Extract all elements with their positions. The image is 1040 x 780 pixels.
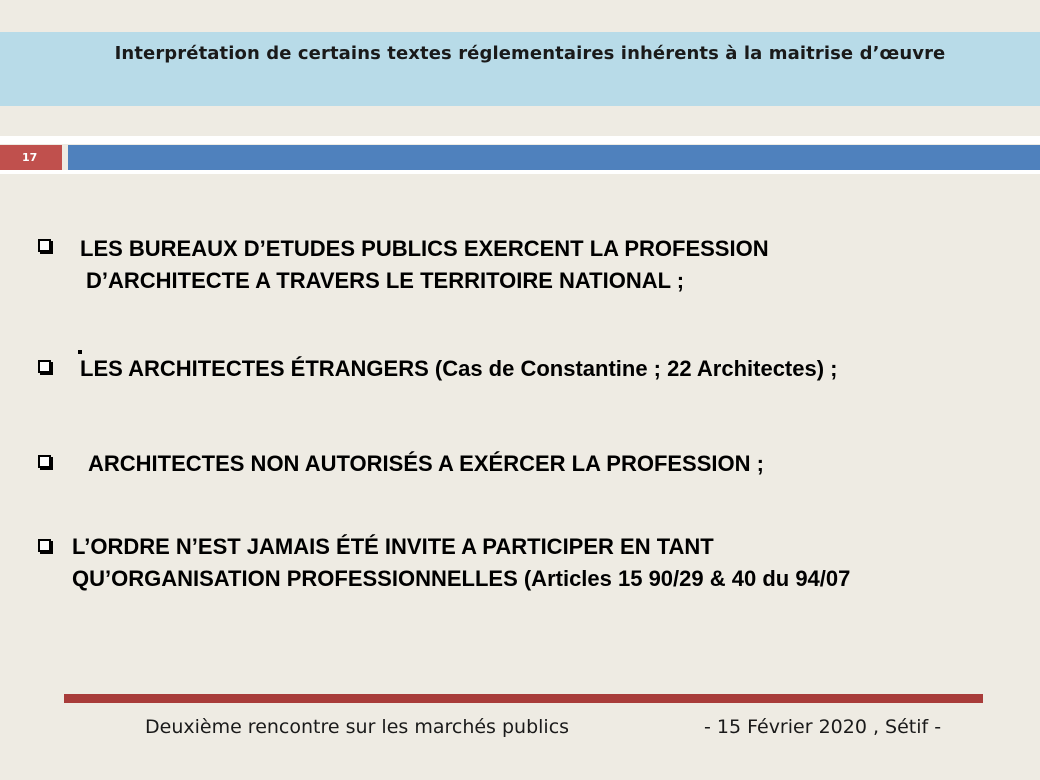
divider-top bbox=[0, 136, 1040, 144]
bullet-text-line: LES ARCHITECTES ÉTRANGERS (Cas de Constantine ; 22 Architectes) ; bbox=[80, 356, 838, 381]
checkbox-bullet-icon bbox=[38, 360, 51, 373]
bullet-text-line: L’ORDRE N’EST JAMAIS ÉTÉ INVITE A PARTICIPER EN TANT bbox=[72, 534, 714, 559]
bullet-text-line: D’ARCHITECTE A TRAVERS LE TERRITOIRE NATIONAL ; bbox=[86, 268, 685, 293]
footer-event-title: Deuxième rencontre sur les marchés publics bbox=[145, 716, 570, 738]
bullet-text-line: ARCHITECTES NON AUTORISÉS A EXÉRCER LA PROFESSION ; bbox=[88, 451, 764, 476]
slide-number: 17 bbox=[0, 145, 62, 170]
footer-date-location: - 15 Février 2020 , Sétif - bbox=[704, 716, 942, 738]
checkbox-bullet-icon bbox=[38, 239, 51, 252]
footer-bar bbox=[64, 694, 983, 703]
accent-bar bbox=[68, 145, 1040, 170]
bullet-text-line: LES BUREAUX D’ETUDES PUBLICS EXERCENT LA PROFESSION bbox=[80, 236, 769, 261]
slide-title: Interprétation de certains textes réglementaires inhérents à la maitrise d’œuvre bbox=[114, 43, 946, 64]
divider-bottom bbox=[0, 170, 1040, 174]
checkbox-bullet-icon bbox=[38, 455, 51, 468]
bullet-text-line: QU’ORGANISATION PROFESSIONNELLES (Articles 15 90/29 & 40 du 94/07 bbox=[72, 566, 851, 591]
top-strip bbox=[0, 0, 1040, 32]
checkbox-bullet-icon bbox=[38, 539, 51, 552]
